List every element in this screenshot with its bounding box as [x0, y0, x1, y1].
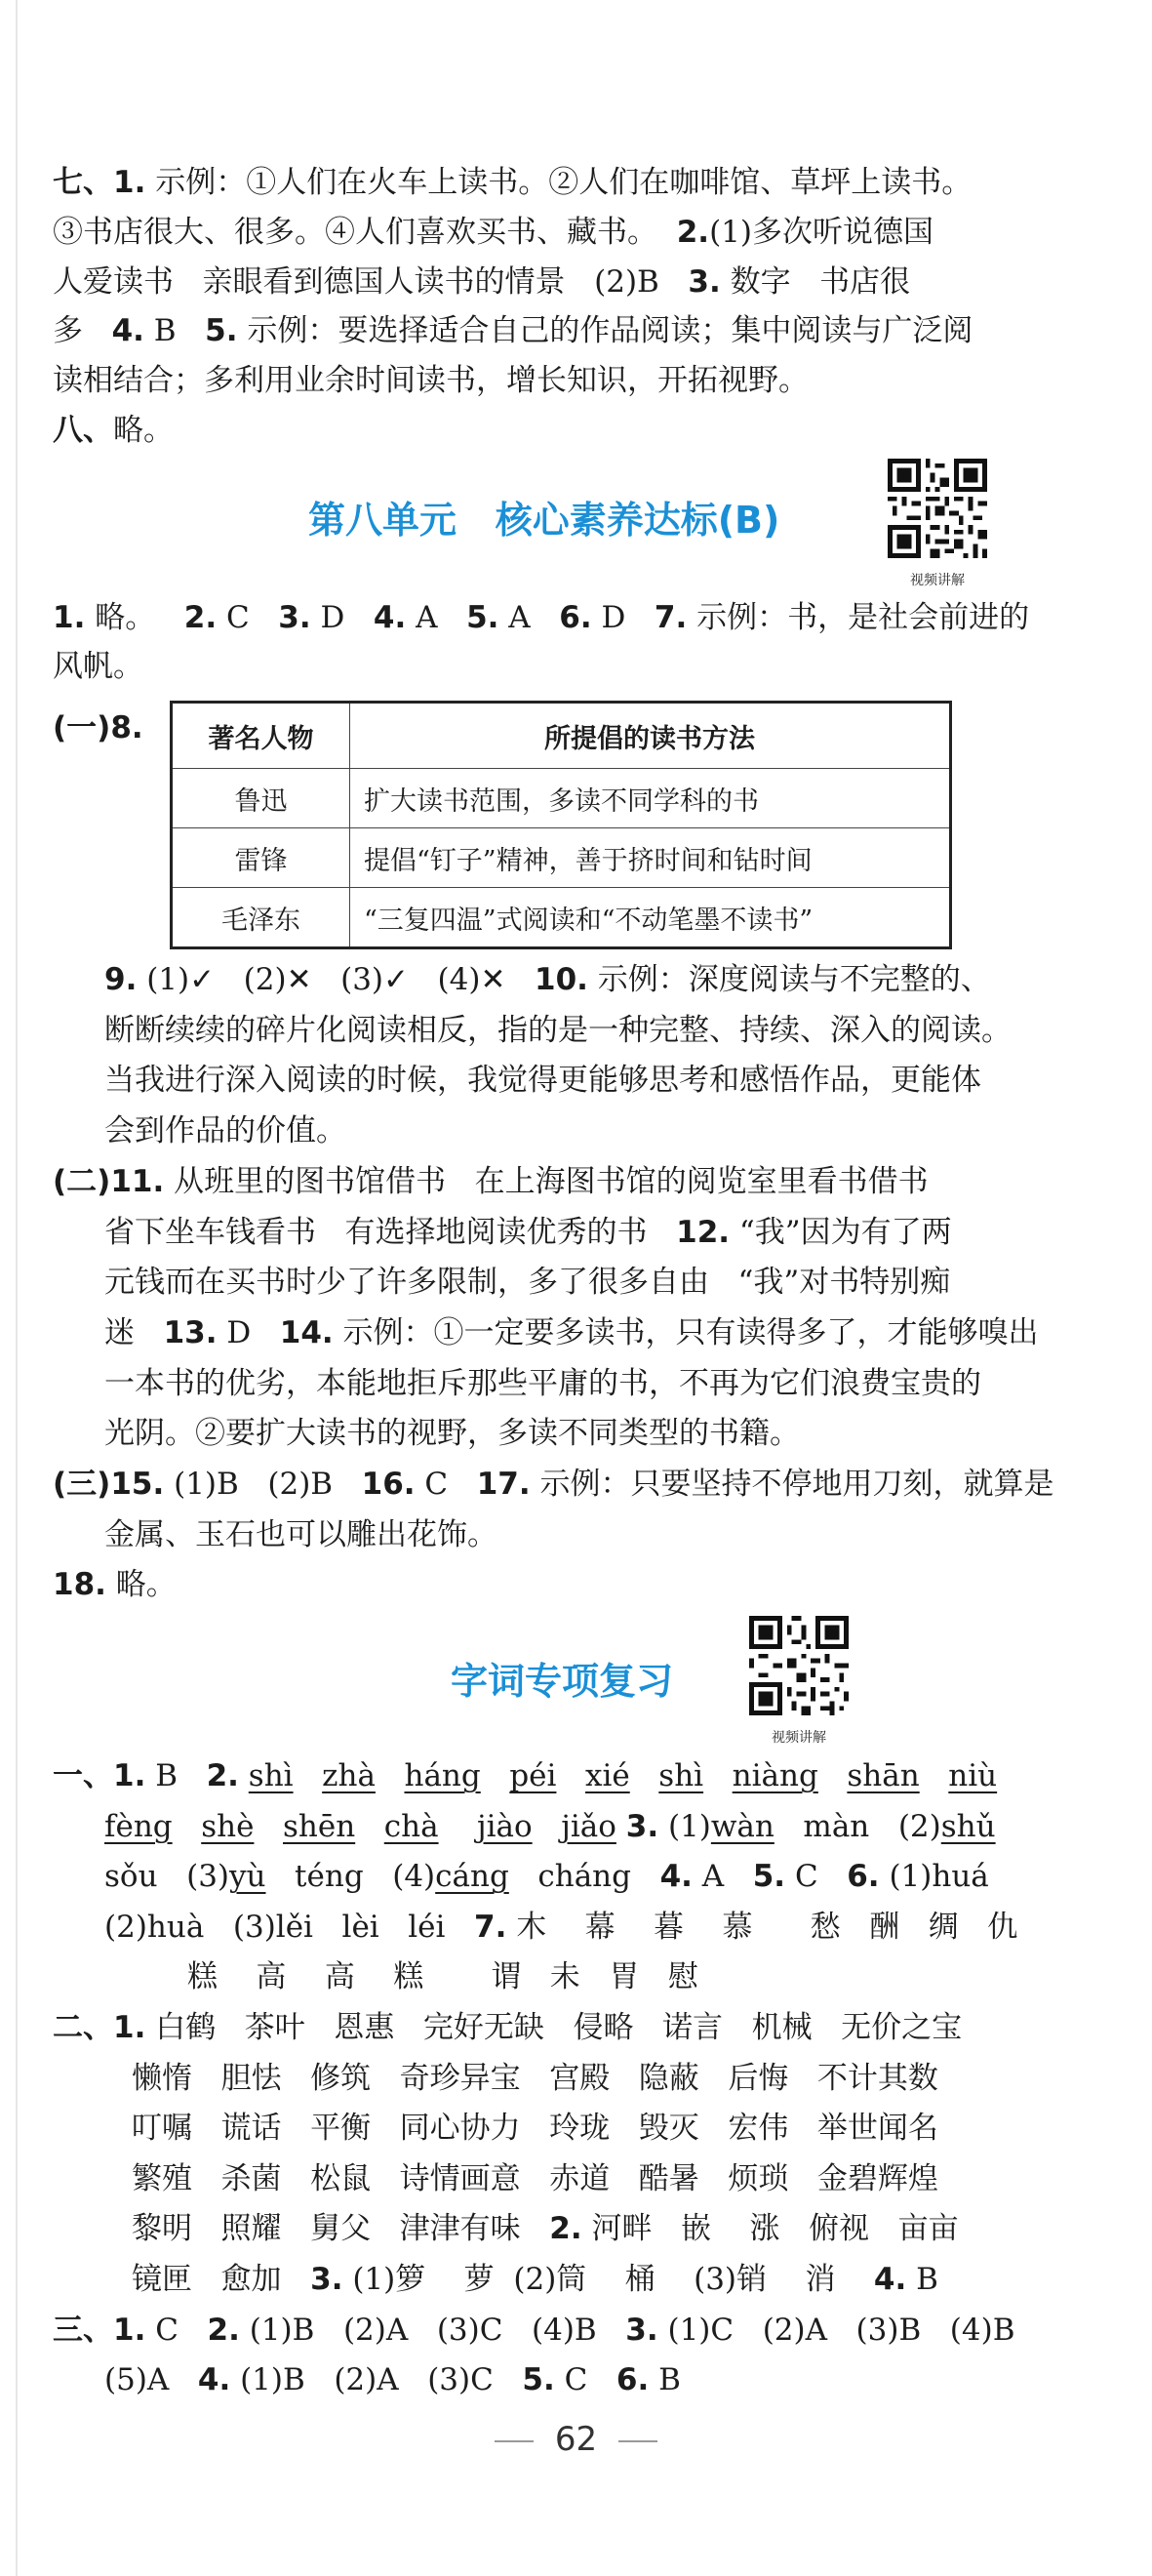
pinyin-answer: shǔ: [940, 1808, 996, 1844]
answer-line: [53, 356, 809, 406]
qr-code-icon[interactable]: [749, 1616, 849, 1715]
answer-text: A: [498, 600, 560, 635]
answer-text: (1)✓ (2)✕ (3)✓ (4)✕: [137, 962, 536, 997]
answer-text: [376, 1758, 405, 1793]
answer-text: 会到作品的价值。: [104, 1113, 346, 1149]
question-number: 3.: [310, 2262, 343, 2297]
answer-text: 繁殖 杀菌 松鼠 诗情画意 赤道 酷暑 烦琐 金碧辉煌: [132, 2160, 938, 2196]
question-number: 八、: [53, 413, 113, 448]
table-row: [172, 888, 951, 948]
answer-text: B: [906, 2262, 938, 2297]
table-cell: 扩大读书范围，多读不同学科的书: [350, 769, 951, 828]
question-number: 2.: [207, 2312, 240, 2348]
answer-text: 黎明 照耀 舅父 津津有味: [132, 2211, 550, 2247]
answer-text: 省下坐车钱看书 有选择地阅读优秀的书: [104, 1214, 677, 1250]
answer-text: B: [649, 2362, 681, 2398]
answer-line: [132, 2255, 938, 2305]
question-number: 13.: [163, 1314, 218, 1350]
question-number: 4.: [373, 600, 407, 635]
answer-text: (5)A: [104, 2362, 198, 2398]
question-number: 10.: [535, 962, 588, 997]
answer-text: [439, 1809, 477, 1844]
answer-text: 略。: [105, 1567, 177, 1603]
pinyin-answer: háng: [404, 1758, 481, 1793]
answer-line: [104, 1056, 981, 1106]
answer-text: [818, 1758, 848, 1793]
answer-line: [104, 1510, 497, 1560]
question-number: 三、1.: [53, 2312, 146, 2348]
answer-text: [481, 1758, 510, 1793]
answer-text: [254, 1809, 283, 1844]
pinyin-answer: wàn: [710, 1808, 775, 1844]
question-number: 1.: [113, 165, 146, 200]
answer-text: C: [554, 2362, 616, 2398]
answer-text: (1)huá: [879, 1859, 989, 1895]
pinyin-answer: cáng: [435, 1859, 509, 1895]
question-number: 2.: [206, 1758, 239, 1793]
answer-text: (1)箩 萝 (2)筒 桶 (3)销 消: [342, 2262, 874, 2297]
answer-line: [53, 158, 972, 208]
answer-line: [132, 2104, 938, 2153]
answer-text: 迷: [104, 1314, 164, 1350]
answer-text: C: [785, 1859, 848, 1895]
qr-code-icon[interactable]: [888, 459, 987, 558]
pinyin-answer: niù: [948, 1758, 998, 1793]
page-edge-shadow: [16, 0, 18, 2576]
question-number: 3.: [688, 263, 721, 300]
table-cell: 鲁迅: [172, 769, 350, 828]
table-row: [172, 828, 951, 888]
answer-text: (1)B (2)B: [164, 1467, 362, 1502]
answer-line: [132, 2154, 938, 2204]
pinyin-answer: fèng: [104, 1808, 173, 1844]
answer-text: D: [310, 600, 374, 635]
answer-text: A: [692, 1859, 753, 1895]
answer-text: “我”因为有了两: [730, 1214, 952, 1250]
answer-line: [53, 1751, 997, 1801]
footer-dash-right: [618, 2440, 657, 2442]
qr-caption: 视频讲解: [910, 573, 965, 588]
answer-text: D: [591, 600, 655, 635]
answer-text: cháng: [508, 1859, 660, 1895]
pinyin-answer: shì: [248, 1758, 294, 1793]
answer-line: [187, 1952, 698, 2002]
pinyin-answer: péi: [509, 1758, 557, 1793]
answer-text: 多: [53, 313, 112, 349]
question-number: 2.: [676, 214, 710, 250]
answer-text: 光阴。②要扩大读书的视野，多读不同类型的书籍。: [104, 1416, 800, 1452]
answer-text: D: [217, 1314, 280, 1350]
reading-methods-table: [170, 701, 952, 949]
question-number: 3.: [625, 2312, 658, 2348]
question-number: 9.: [104, 962, 138, 997]
answer-text: [703, 1758, 733, 1793]
question-number: 3.: [625, 1808, 659, 1844]
answer-text: 从班里的图书馆借书 在上海图书馆的阅览室里看书借书: [164, 1163, 929, 1199]
answer-text: [630, 1758, 659, 1793]
answer-text: 金属、玉石也可以雕出花饰。: [104, 1516, 497, 1552]
answer-text: 一本书的优劣，本能地拒斥那些平庸的书，不再为它们浪费宝贵的: [104, 1365, 981, 1401]
question-number: 4.: [111, 313, 144, 349]
question-number: 2.: [549, 2211, 582, 2247]
table-cell: 提倡“钉子”精神，善于挤时间和钻时间: [350, 828, 951, 888]
answer-text: 风帆。: [53, 649, 143, 684]
answer-line: [53, 2003, 962, 2053]
answer-line: [53, 406, 174, 456]
pinyin-answer: chà: [383, 1808, 439, 1844]
answer-text: (1)B (2)A (3)C: [230, 2362, 523, 2398]
answer-text: C: [145, 2312, 208, 2348]
answer-text: 断断续续的碎片化阅读相反，指的是一种完整、持续、深入的阅读。: [104, 1012, 1012, 1048]
pinyin-answer: shè: [201, 1808, 255, 1844]
answer-text: 镜匣 愈加: [132, 2262, 311, 2297]
answer-line: [53, 642, 143, 692]
answer-text: 糕 高 高 糕 谓 未 胃 慰: [187, 1959, 698, 1995]
answer-line: [104, 1409, 800, 1459]
question-number: (三)15.: [53, 1467, 165, 1502]
question-number: 7.: [474, 1909, 507, 1945]
question-number: 14.: [279, 1314, 334, 1350]
answer-text: 示例：①一定要多读书，只有读得多了，才能够嗅出: [333, 1314, 1039, 1350]
answer-text: [355, 1809, 384, 1844]
question-number: 17.: [476, 1467, 531, 1502]
answer-line: [104, 955, 991, 1005]
answer-line: [104, 1208, 952, 1258]
review-title: 字词专项复习: [451, 1660, 674, 1703]
answer-line: [104, 1107, 346, 1156]
question-number: 16.: [361, 1467, 416, 1502]
answer-text: 河畔 嵌 涨 俯视 亩亩: [581, 2211, 959, 2247]
answer-line: [132, 2204, 959, 2254]
answer-text: [294, 1758, 323, 1793]
question-number: (二)11.: [53, 1163, 165, 1199]
answer-line: [53, 1560, 177, 1610]
answer-text: [533, 1809, 562, 1844]
page-number: 62: [554, 2420, 598, 2459]
answer-text: 示例：书，是社会前进的: [687, 600, 1030, 635]
answer-line: [104, 1308, 1039, 1358]
answer-text: 懒惰 胆怯 修筑 奇珍异宝 宫殿 隐蔽 后悔 不计其数: [132, 2060, 938, 2096]
answer-text: 白鹤 茶叶 恩惠 完好无缺 侵略 诺言 机械 无价之宝: [145, 2010, 963, 2045]
answer-text: 略。: [113, 413, 174, 448]
answer-line: [53, 1460, 1053, 1509]
answer-line: [104, 1258, 950, 1308]
answer-text: A: [406, 600, 467, 635]
qr-caption: 视频讲解: [772, 1730, 826, 1746]
answer-line: [104, 2355, 681, 2405]
unit-title: 第八单元 核心素养达标(B): [308, 499, 780, 542]
page-number-footer: [0, 2420, 1152, 2459]
answer-line: [53, 1157, 929, 1207]
answer-text: B: [145, 1758, 207, 1793]
pinyin-answer: zhà: [322, 1758, 376, 1793]
answer-line: [53, 258, 910, 307]
answer-text: [173, 1809, 202, 1844]
answer-text: C: [217, 600, 279, 635]
answer-text: téng (4): [265, 1859, 436, 1895]
question-number: 2.: [183, 600, 218, 635]
table-row: [172, 769, 951, 828]
question-number: 6.: [847, 1859, 880, 1895]
answer-text: [556, 1758, 585, 1793]
answer-text: (1)多次听说德国: [709, 214, 934, 250]
answer-text: 示例：只要坚持不停地用刀刻，就算是: [530, 1467, 1054, 1502]
answer-line: [53, 306, 973, 356]
question-number: 4.: [197, 2362, 231, 2398]
q8-label: (一)8.: [53, 710, 143, 745]
question-number: 5.: [205, 313, 238, 349]
answer-text: C: [415, 1467, 477, 1502]
question-number: 5.: [752, 1859, 786, 1895]
answer-text: (1)C (2)A (3)B (4)B: [657, 2312, 1015, 2348]
question-number: 6.: [559, 600, 592, 635]
answer-line: [104, 1903, 1017, 1952]
answer-text: 人爱读书 亲眼看到德国人读书的情景 (2)B: [53, 263, 689, 300]
pinyin-answer: jiǎo: [561, 1808, 616, 1844]
answer-line: [104, 1359, 981, 1409]
question-number: 4.: [659, 1859, 693, 1895]
pinyin-answer: shān: [847, 1758, 920, 1793]
answer-line: [104, 1852, 989, 1902]
answer-text: 示例：①人们在火车上读书。②人们在咖啡馆、草坪上读书。: [145, 165, 973, 200]
pinyin-answer: shēn: [283, 1808, 356, 1844]
question-number: 3.: [278, 600, 311, 635]
answer-line: [104, 1006, 1012, 1056]
answer-text: [920, 1758, 949, 1793]
question-number: 一、1.: [53, 1758, 146, 1793]
answer-text: 示例：要选择适合自己的作品阅读；集中阅读与广泛阅: [237, 313, 973, 349]
question-number: 二、1.: [53, 2010, 146, 2045]
pinyin-answer: xié: [584, 1758, 630, 1793]
table-cell: 毛泽东: [172, 888, 350, 948]
table-header-row: [172, 703, 951, 769]
table-header-cell: 所提倡的读书方法: [350, 703, 951, 769]
answer-text: sǒu (3): [104, 1859, 230, 1895]
answer-text: 叮嘱 谎话 平衡 同心协力 玲珑 毁灭 宏伟 举世闻名: [132, 2111, 938, 2147]
pinyin-answer: jiào: [476, 1808, 533, 1844]
answer-text: 数字 书店很: [720, 263, 911, 300]
question-number: 18.: [53, 1567, 106, 1603]
answer-text: ③书店很大、很多。④人们喜欢买书、藏书。: [53, 214, 677, 250]
answer-text: màn (2): [774, 1808, 941, 1844]
question-number: 4.: [873, 2262, 907, 2297]
pinyin-answer: shì: [658, 1758, 704, 1793]
answer-line: [53, 593, 1029, 643]
answer-line: [132, 2054, 938, 2104]
answer-text: 元钱而在买书时少了许多限制，多了很多自由 “我”对书特别痴: [104, 1265, 951, 1301]
question-number: 5.: [522, 2362, 555, 2398]
answer-text: (2)huà (3)lěi lèi léi: [104, 1909, 475, 1945]
footer-dash-left: [495, 2440, 534, 2442]
question-number: 12.: [676, 1214, 731, 1250]
answer-line: [53, 208, 934, 258]
table-header-cell: 著名人物: [172, 703, 350, 769]
question-number: 5.: [466, 600, 499, 635]
question-number: 七、: [53, 165, 113, 200]
question-number: 6.: [616, 2362, 650, 2398]
answer-text: (1): [658, 1808, 711, 1844]
answer-text: 当我进行深入阅读的时候，我觉得更能够思考和感悟作品，更能体: [104, 1063, 981, 1099]
answer-text: (1)B (2)A (3)C (4)B: [239, 2312, 626, 2348]
table-cell: “三复四温”式阅读和“不动笔墨不读书”: [350, 888, 951, 948]
answer-text: [616, 1809, 626, 1844]
answer-line: [53, 2306, 1015, 2355]
answer-line: [104, 1802, 996, 1852]
answer-text: [239, 1758, 249, 1793]
answer-text: 略。: [85, 600, 184, 635]
question-number: 7.: [654, 600, 688, 635]
pinyin-answer: niàng: [732, 1758, 818, 1793]
answer-text: B: [143, 313, 206, 349]
answer-text: 示例：深度阅读与不完整的、: [587, 962, 991, 997]
pinyin-answer: yù: [229, 1859, 266, 1895]
question-number: 1.: [53, 600, 86, 635]
answer-text: 读相结合；多利用业余时间读书，增长知识，开拓视野。: [53, 363, 809, 399]
table-cell: 雷锋: [172, 828, 350, 888]
answer-text: 木 幕 暮 慕 愁 酬 绸 仇: [506, 1909, 1018, 1945]
